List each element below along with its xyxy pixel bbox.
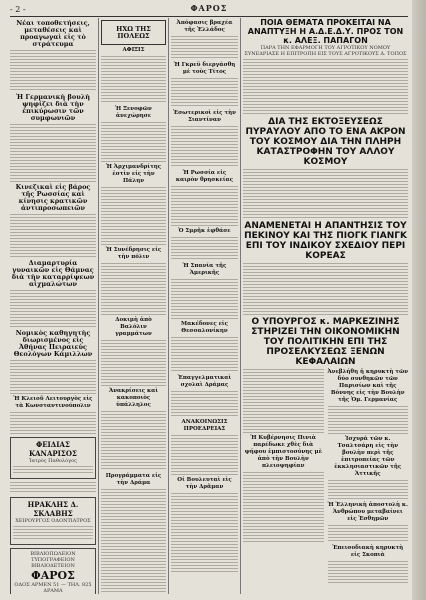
paper-name: ΦΑΡΟΣ	[190, 3, 228, 13]
headline: Ὁ Σμρῆκ ἐφθάσε	[178, 228, 231, 234]
ad-services: ΒΙΒΛΙΟΠΩΛΕΙΟΝ ΤΥΠΟΓΡΑΦΕΙΟΝ ΒΙΒΛΙΟΔΕΤΕΙΟΝ	[30, 551, 76, 569]
page-number: - 2 -	[10, 5, 26, 14]
headline: Νομικὸς καθηγητὴς διωρισμένος εἰς Ἀθήνας Πειραιεὺς Θεολόγων Κάμιλλων	[13, 329, 93, 358]
headline: Μακέδονες εἰς Θεσσαλονίκην	[181, 321, 228, 334]
headline: ΑΝΑΚΟΙΝΩΣΙΣ ΠΡΟΕΔΡΕΙΑΣ	[181, 419, 228, 432]
headline: Ἡ Γερμανικὴ βουλὴ ψηφίζει διὰ τὴν ἐπικύρωσιν τῶν συμφωνιῶν	[16, 93, 90, 122]
headline: Κινεζικαὶ εἰς βάρος τῆς Ρωσσίας καὶ κίνησις κρατικῶν ἀντιπροσωπειῶν	[15, 183, 91, 212]
ad-title: ΦΕΙΔΙΑΣ ΚΑΝΑΡΙΣΟΣ	[29, 440, 77, 458]
headline-banner: Ο ΥΠΟΥΡΓΟΣ κ. ΜΑΡΚΕΖΙΝΗΣ ΣΤΗΡΙΖΕΙ ΤΗΝ ΟΙΚΟΝΟΜΙΚΗΝ ΤΟΥ ΠΟΛΙΤΙΚΗΝ ΕΠΙ ΤΗΣ ΠΡΟΣΕΛΚΥΣΕΩΣ ΞΕΝΩΝ ΚΕΦΑΛΑΙΩΝ	[251, 317, 400, 367]
ad-address: ΟΔΟΣ ΑΡΜΕΝ 51 — ΤΗΛ. 825	[14, 582, 92, 588]
advertisement-faros-shop	[10, 548, 96, 594]
headline: Προγράμματα εἰς τὴν Δράμα	[105, 473, 162, 486]
column-rule	[98, 18, 99, 594]
ad-subtitle: ΧΕΙΡΟΥΡΓΟΣ ΟΔΟΝΤΙΑΤΡΟΣ	[15, 518, 91, 524]
ad-title: ΗΡΑΚΛΗΣ Δ. ΣΚΛΑΒΗΣ	[27, 500, 79, 518]
headline: Ἡ Γκρεϋ διεργάσθη μὲ τοὺς Τίτος	[173, 62, 236, 75]
headline: Δοκιμὴ ἀπὸ Βαλόλιν γραμμάτων	[115, 317, 152, 337]
headline: Ἡ Ξενοφῶν ἀνεχώρησε	[115, 106, 152, 119]
ad-city: ΔΡΑΜΑ	[43, 588, 63, 594]
headline: Ἡ Κυβέρνησις Πινιὰ παρέδωκε χθὲς διὰ ψήφου ἐμπιστοσύνης μὲ ἀπὸ τὴν Βουλὴν πλειοψηφίαν	[244, 435, 322, 469]
headline: ΑΦΙΞΙΣ	[122, 47, 145, 53]
ad-subtitle: Ἰατρὸς Παθολόγος	[29, 458, 77, 464]
headline: Ἡ Ἀρχιμανδρίτης ἐστὶν εἰς τὴν Πάλην	[105, 164, 162, 184]
column-rule	[168, 18, 169, 594]
section-box	[101, 20, 166, 45]
headline: Διαμαρτυρία γυναικῶν εἰς Θάμνας διὰ τὴν καταρρίψεων αἰχμαλώτων	[11, 259, 95, 288]
headline: Οἱ Βουλευταὶ εἰς τὴν Δρᾶμαν	[177, 477, 232, 490]
headline: Ἡ Ἐλληνικὴ ἀποστολὴ κ. Ἀνθρώπου μεταβαίνει εἰς Ἐσθημῶν	[327, 502, 408, 522]
headline: Ἀπόφασις βραχέα τῆς Ἑλλάδος	[176, 20, 233, 33]
masthead	[10, 3, 408, 17]
column-2	[101, 18, 166, 594]
column-4	[243, 18, 408, 594]
column-rule	[240, 18, 241, 594]
headline: Νέαι τοποθετήσεις, μεταθέσεις καὶ προαγωγαὶ εἰς τὸ στράτευμα	[16, 19, 90, 48]
headline: Ἡ Συνέδρησις εἰς τὴν πόλιν	[105, 247, 162, 260]
masthead-rule	[10, 16, 408, 17]
advertisement-doctor	[10, 437, 96, 479]
advertisement-dentist	[10, 497, 96, 545]
headline-banner: ΑΝΑΜΕΝΕΤΑΙ Η ΑΠΑΝΤΗΣΙΣ ΤΟΥ ΠΕΚΙΝΟΥ ΚΑΙ ΤΗΣ ΠΙΟΓΚ ΓΙΑΝΓΚ ΕΠΙ ΤΟΥ ΙΝΔΙΚΟΥ ΣΧΕΔΙΟΥ ΠΕΡΙ ΚΟΡΕΑΣ	[244, 221, 407, 261]
headline-banner: ΔΙΑ ΤΗΣ ΕΚΤΟΞΕΥΣΕΩΣ ΠΥΡΑΥΛΟΥ ΑΠΟ ΤΟ ΕΝΑ ΑΚΡΟΝ ΤΟΥ ΚΟΣΜΟΥ ΔΙΑ ΤΗΝ ΠΛΗΡΗ ΚΑΤΑΣΤΡΟΦΗΝ ΤΟΥ ΑΛΛΟΥ ΚΟΣΜΟΥ	[245, 117, 406, 167]
headline: Ἀνακρίσεις καὶ κακοποιὸς ὑπάλληλος	[108, 388, 159, 408]
headline: Ἰσχυρὰ τῶν κ. Τσαλτσάρη εἰς τὴν βουλὴν περὶ τῆς ἐπιτροπείας τῶν ἐκκλησιαστικῶν τῆς Ἀττικῆς	[334, 436, 402, 477]
subheadline: ΠΑΡΑ ΤΗΝ ΕΦΑΡΜΟΓΗ ΤΟΥ ΑΓΡΟΤΙΚΟΥ ΝΟΜΟΥ ΣΥΝΕΔΡΙΑΣΕ Η ΕΠΙΤΡΟΠΗ ΕΙΣ ΤΟΥΣ ΑΓΡΟΤΙΚΟΥΣ Δ. ΤΟΠΟΣ	[244, 45, 407, 57]
page-edge-shadow	[412, 0, 426, 600]
headline: Ἡ Κλειοῦ Λειτουργὸς εἰς τὰ Κωνσταντινούπολιν	[13, 396, 93, 409]
headline: Ἐπεισοδιακὴ κηρυκτὴ εἰς Σκοπιὰ	[332, 545, 404, 558]
headline: Ἡ Σπανία τῆς Ἀμερικῆς	[182, 263, 227, 276]
column-1	[10, 18, 96, 594]
headline: Ἐσωτερικοὶ εἰς τὴν Σιαντίναν	[173, 110, 236, 123]
headline-banner: ΠΟΙΑ ΘΕΜΑΤΑ ΠΡΟΚΕΙΤΑΙ ΝΑ ΑΝΑΠΤΥΞΗ Η Α.Δ.Ε.Δ.Υ. ΠΡΟΣ ΤΟΝ κ. ΑΛΕΞ. ΠΑΠΑΓΟΝ	[247, 18, 404, 45]
headline: Ἡ Ρωσσία εἰς καιρὸν θρησκείας	[175, 170, 234, 183]
section-title: ΗΧΩ ΤΗΣ ΠΟΛΕΩΣ	[116, 25, 151, 40]
headline: Ἀνεβλήθη ἡ κηρυκτὴ τῶν δύο συνθηκῶν τῶν Παρισίων καὶ τῆς Βόννης εἰς τὴν Βουλὴν τῆς Ὁμ. Γερμανίας	[327, 369, 408, 403]
ad-name: ΦΑΡΟΣ	[31, 569, 75, 582]
headline: Ἐπαγγελματικαὶ σχολαὶ Δράμας	[177, 375, 232, 388]
column-3	[171, 18, 238, 594]
